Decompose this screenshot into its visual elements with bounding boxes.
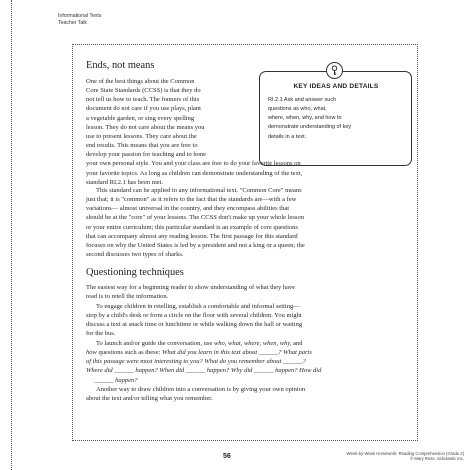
binding-dotted-line — [11, 0, 12, 470]
header-subsection: Teacher Talk — [58, 19, 88, 26]
paragraph-common-core: This standard can be applied to any informational text. "Common Core" means just that; it is "common" as it refers to the fact that the standards are—with a few variations— almost universal in the country, and they encompass abilities that should be at the "core" of your lessons. The CCSS don't make up your whole lesson or your entire curriculum; this particular standard is an example of core questions that can accompany almost any reading lesson. The first passage for this standard focuses on why the United States is led by a president and not a king or a queen; the second discusses two types of sharks. — [86, 187, 305, 259]
running-header — [58, 13, 101, 26]
paragraph-opinion: Another way to draw children into a conversation is by giving your own opinion about the text and/or telling what you remember. — [86, 386, 306, 403]
paragraph-retell: The easiest way for a beginning reader to show understanding of what they have read is to retell the information. — [86, 284, 296, 301]
heading-ends-not-means: Ends, not means — [86, 60, 155, 71]
paragraph-engage: To engage children in retelling, establish a comfortable and informal setting— stop by a child's desk or form a circle on the floor with several children. You might discuss a text at snack time or lunchtime or while walking down the hall or waiting for the bus. — [86, 303, 303, 338]
paragraph-ends-intro: One of the best things about the Common Core State Standards (CCSS) is that they do not tell us how to teach. The framers of this document do not care if you use plays, plant a vegetable garden, or sing every spelling lesson. They do not care about the means you use to present lessons. They care about the end results. This means that you are free to develop your passion for teaching and to hone your own personal style. You and your class are free to do your favorite lessons on your favorite topics. As long as children can demonstrate understanding of the text, standard RI.2.1 has been met. — [86, 78, 303, 186]
key-ideas-title: KEY IDEAS AND DETAILS — [293, 83, 379, 90]
header-section: Informational Texts — [58, 13, 102, 19]
heading-questioning-techniques: Questioning techniques — [86, 267, 184, 278]
page-number: 56 — [223, 453, 231, 460]
book-credit: Week-by-Week Homework: Reading Comprehension (Grade 2) © Mary Rose, Scholastic Inc. — [346, 451, 464, 462]
paragraph-guide-questions: To launch and/or guide the conversation, use who, what, where, when, why, and how questions such as these: What did you learn in this text about ______? What parts of this passage were most interesting to you? What do you remember about ______? Where did ______ happen? When did ______ happen? Why did ______ happen? How did ______ happen? — [86, 340, 322, 384]
key-ideas-standard: RI.2.1 Ask and answer such questions as who, what, where, when, why, and how to demonstrate understanding of key details in a text. — [268, 97, 352, 140]
